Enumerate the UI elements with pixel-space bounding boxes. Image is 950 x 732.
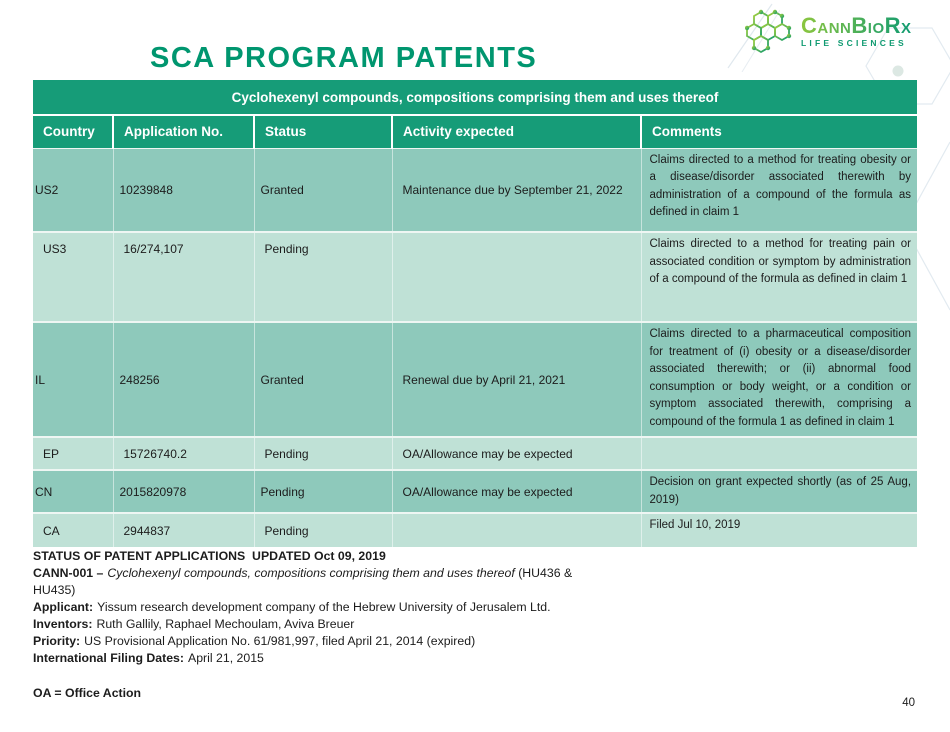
cell-activity-expected [392,232,641,322]
cell-country: IL [33,322,113,437]
cell-country: EP [33,437,113,470]
cell-application-no: 15726740.2 [113,437,254,470]
logo-name: CannBioRx [801,12,912,38]
cell-comments: Claims directed to a pharmaceutical composition for treatment of (i) obesity or a disease/disorder associated therewith; or (ii) abnormal food consumption or body weight, or a condition or symptom associated therewith, comprising a compound of the formula 1 as defined in claim 1 [641,322,917,437]
cell-country: CA [33,513,113,547]
cann-001-title: Cyclohexenyl compounds, compositions comprising them and uses thereof [107,566,515,580]
cell-comments: Claims directed to a method for treating pain or associated condition or symptom by administration of a compound of the formula as defined in claim 1 [641,232,917,322]
cell-activity-expected: OA/Allowance may be expected [392,437,641,470]
table-header-row [33,115,917,148]
filing-dates-value: April 21, 2015 [188,651,264,665]
applicant-label: Applicant: [33,600,94,614]
priority-label: Priority: [33,634,81,648]
page-title: SCA PROGRAM PATENTS [150,42,538,74]
inventors-value: Ruth Gallily, Raphael Mechoulam, Aviva Breuer [96,617,355,631]
cell-activity-expected: Maintenance due by September 21, 2022 [392,148,641,232]
cell-comments: Decision on grant expected shortly (as of 25 Aug, 2019) [641,470,917,513]
applicant-value: Yissum research development company of the Hebrew University of Jerusalem Ltd. [97,600,551,614]
cell-application-no: 2015820978 [113,470,254,513]
cell-application-no: 10239848 [113,148,254,232]
page-number: 40 [902,697,915,709]
column-header-comments: Comments [641,115,917,148]
table-row [33,232,917,322]
cell-comments: Filed Jul 10, 2019 [641,513,917,547]
table-body [33,148,917,547]
cann-001-line [33,565,593,599]
table-row [33,513,917,547]
cell-application-no: 248256 [113,322,254,437]
logo-text [801,12,912,48]
table-row [33,322,917,437]
column-header-status: Status [254,115,392,148]
patents-table [33,80,917,547]
cell-activity-expected [392,513,641,547]
cell-status: Pending [254,437,392,470]
table-caption: Cyclohexenyl compounds, compositions comprising them and uses thereof [33,80,917,115]
logo [745,8,912,54]
cell-application-no: 16/274,107 [113,232,254,322]
cell-activity-expected: Renewal due by April 21, 2021 [392,322,641,437]
column-header-activity-expected: Activity expected [392,115,641,148]
table-row [33,148,917,232]
priority-value: US Provisional Application No. 61/981,997, filed April 21, 2014 (expired) [84,634,476,648]
filing-dates-line [33,650,593,667]
cell-country: US2 [33,148,113,232]
status-updated-line: STATUS OF PATENT APPLICATIONS UPDATED Oct 09, 2019 [33,549,386,563]
applicant-line [33,599,593,616]
column-header-application-no: Application No. [113,115,254,148]
cell-country: CN [33,470,113,513]
cann-001-suffix: (HU436 & HU435) [33,566,573,597]
cell-status: Granted [254,322,392,437]
column-header-country: Country [33,115,113,148]
cell-activity-expected: OA/Allowance may be expected [392,470,641,513]
decorative-dot [893,66,904,77]
cell-status: Granted [254,148,392,232]
table-row [33,470,917,513]
footer-notes [33,548,593,702]
inventors-label: Inventors: [33,617,93,631]
cell-application-no: 2944837 [113,513,254,547]
cell-status: Pending [254,232,392,322]
filing-dates-label: International Filing Dates: [33,651,184,665]
oa-note: OA = Office Action [33,686,142,700]
molecule-hexagon-cluster-icon [745,8,793,54]
table-caption-row [33,80,917,115]
logo-tagline: LIFE SCIENCES [801,37,907,48]
cann-001-label: CANN-001 – [33,566,104,580]
priority-line [33,633,593,650]
cell-country: US3 [33,232,113,322]
cell-comments [641,437,917,470]
table-row [33,437,917,470]
cell-status: Pending [254,513,392,547]
inventors-line [33,616,593,633]
cell-comments: Claims directed to a method for treating obesity or a disease/disorder associated therewith by administration of a compound of the formula as defined in claim 1 [641,148,917,232]
cell-status: Pending [254,470,392,513]
